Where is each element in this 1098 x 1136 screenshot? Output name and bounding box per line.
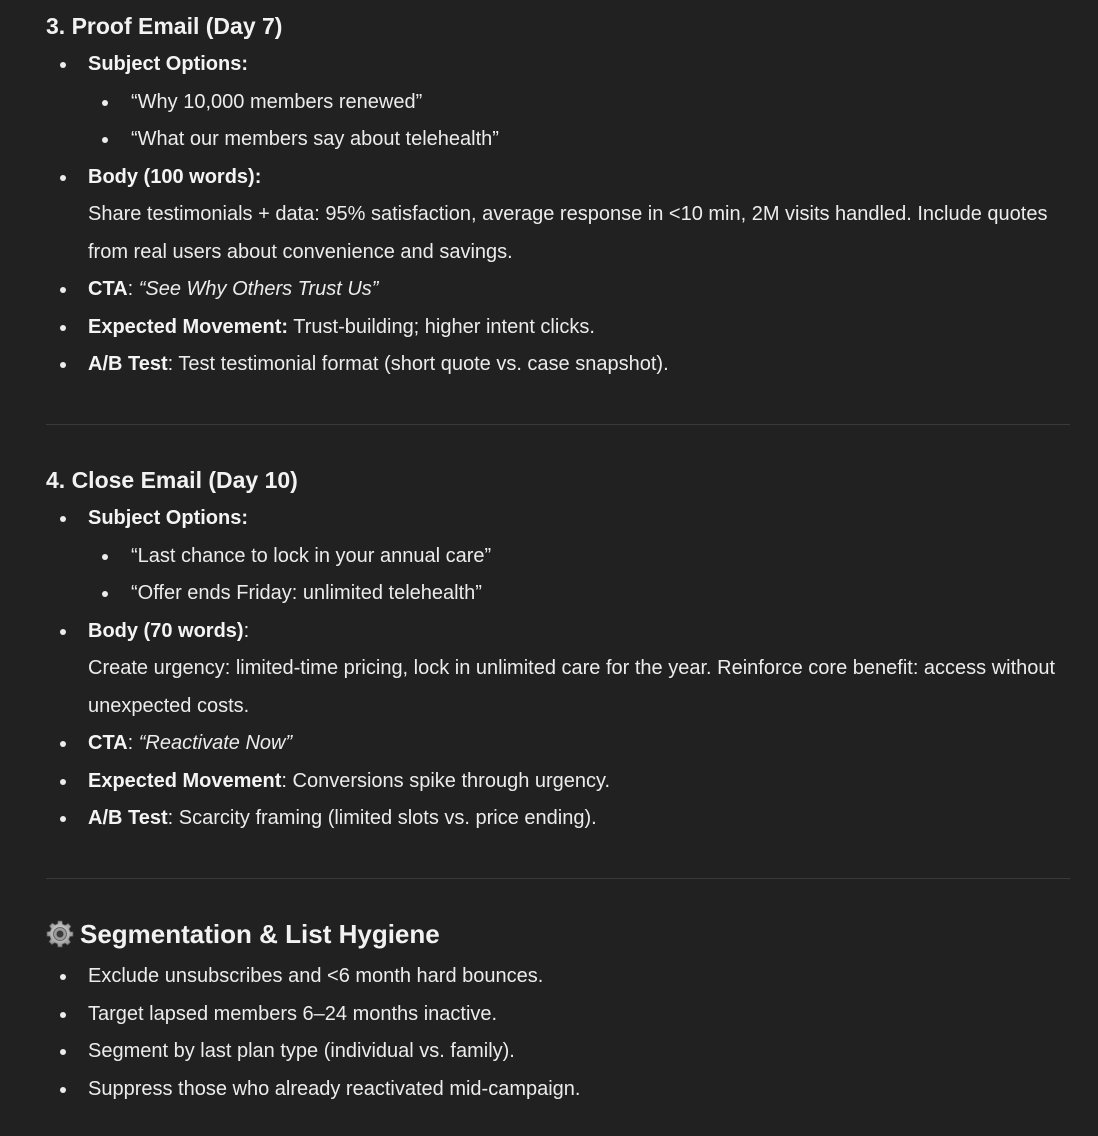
- body-label: Body (100 words):: [88, 165, 262, 188]
- close-email-list: [46, 500, 1070, 838]
- list-item: Segment by last plan type (individual vs. family).: [46, 1033, 580, 1071]
- subject-options-list: [88, 84, 1070, 159]
- list-item: A/B Test: Test testimonial format (short quote vs. case snapshot).: [46, 346, 1070, 384]
- cta-label: CTA: [88, 732, 128, 754]
- movement-text: Conversions spike through urgency.: [292, 769, 611, 792]
- ab-test-text: Scarcity framing (limited slots vs. price ending).: [178, 807, 597, 829]
- list-item: Expected Movement: Conversions spike through urgency.: [46, 763, 1070, 801]
- list-item: Suppress those who already reactivated mid-campaign.: [46, 1071, 580, 1109]
- list-item: “Why 10,000 members renewed”: [88, 84, 1070, 122]
- body-text: Create urgency: limited-time pricing, lock in unlimited care for the year. Reinforce core benefit: access without unexpected costs.: [88, 657, 1056, 717]
- list-item: Exclude unsubscribes and <6 month hard bounces.: [46, 958, 580, 996]
- list-item: CTA: “Reactivate Now”: [46, 725, 1070, 763]
- list-item: [46, 46, 1070, 159]
- segmentation-list: [46, 958, 580, 1108]
- cta-text: “Reactivate Now”: [138, 732, 293, 754]
- list-item: “Offer ends Friday: unlimited telehealth”: [88, 575, 1070, 613]
- body-label: Body (70 words): [88, 619, 244, 642]
- close-email-section: [46, 464, 1070, 838]
- proof-email-heading: 3. Proof Email (Day 7): [46, 13, 283, 39]
- proof-email-list: [46, 46, 1070, 384]
- cta-text: “See Why Others Trust Us”: [138, 278, 379, 300]
- divider: [46, 424, 1070, 425]
- segmentation-heading: Segmentation & List Hygiene: [80, 919, 440, 949]
- ab-test-label: A/B Test: [88, 353, 168, 375]
- list-item: Target lapsed members 6–24 months inactive.: [46, 996, 580, 1034]
- ab-test-text: Test testimonial format (short quote vs. case snapshot).: [178, 353, 669, 375]
- divider: [46, 878, 1070, 879]
- list-item: “What our members say about telehealth”: [88, 121, 1070, 159]
- list-item: CTA: “See Why Others Trust Us”: [46, 271, 1070, 309]
- cta-label: CTA: [88, 278, 128, 300]
- list-item: A/B Test: Scarcity framing (limited slots vs. price ending).: [46, 800, 1070, 838]
- list-item: [46, 309, 1070, 347]
- subject-options-list: [88, 538, 1070, 613]
- list-item: [46, 159, 1070, 272]
- body-text: Share testimonials + data: 95% satisfaction, average response in <10 min, 2M visits handled. Include quotes from real users about convenience and savings.: [88, 203, 1048, 263]
- movement-text: Trust-building; higher intent clicks.: [293, 315, 595, 338]
- segmentation-heading-row: [46, 916, 580, 952]
- subject-options-label: Subject Options:: [88, 53, 248, 75]
- list-item: Body (70 words): Create urgency: limited-time pricing, lock in unlimited care for the year. Reinforce core benefit: access without unexpected costs.: [46, 613, 1070, 726]
- list-item: [46, 500, 1070, 613]
- subject-options-label: Subject Options:: [88, 507, 248, 529]
- segmentation-section: [46, 916, 580, 1108]
- ab-test-label: A/B Test: [88, 807, 168, 829]
- list-item: “Last chance to lock in your annual care”: [88, 538, 1070, 576]
- gear-icon: [46, 920, 74, 948]
- movement-label: Expected Movement:: [88, 315, 289, 338]
- proof-email-section: [46, 10, 1070, 384]
- close-email-heading: 4. Close Email (Day 10): [46, 467, 298, 493]
- movement-label: Expected Movement: [88, 769, 282, 792]
